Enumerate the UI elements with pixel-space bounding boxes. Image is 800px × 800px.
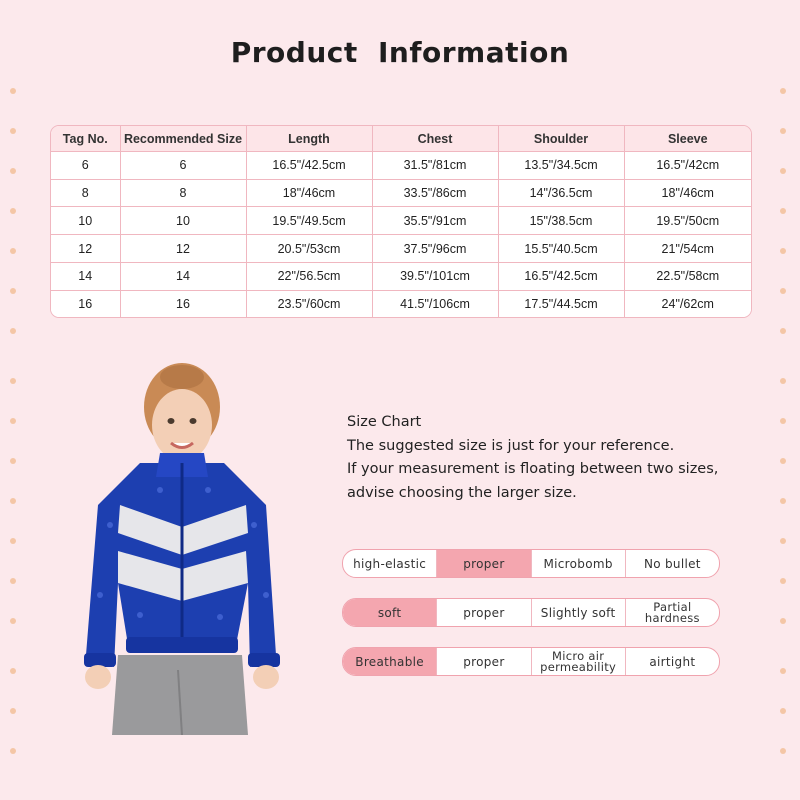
table-cell: 12 <box>51 235 120 263</box>
breathability-option-line: Micro air <box>551 648 605 663</box>
size-table <box>50 125 752 318</box>
table-cell: 21"/54cm <box>624 235 751 263</box>
elasticity-option: No bullet <box>625 550 719 577</box>
table-cell: 18"/46cm <box>246 179 372 207</box>
softness-scale <box>342 598 720 627</box>
table-cell: 16.5"/42.5cm <box>498 262 624 290</box>
table-cell: 17.5"/44.5cm <box>498 290 624 317</box>
table-cell: 10 <box>51 207 120 235</box>
notes-heading: Size Chart <box>347 414 422 430</box>
table-row <box>51 290 751 317</box>
table-row <box>51 262 751 290</box>
elasticity-scale <box>342 549 720 578</box>
table-cell: 20.5"/53cm <box>246 235 372 263</box>
breathability-option <box>531 648 625 675</box>
breathability-option-line: permeability <box>540 659 617 674</box>
header-tag-no: Tag No. <box>51 126 120 152</box>
header-length: Length <box>246 126 372 152</box>
table-row <box>51 179 751 207</box>
table-cell: 41.5"/106cm <box>372 290 498 317</box>
size-chart-notes <box>347 411 777 505</box>
table-row <box>51 207 751 235</box>
softness-option: proper <box>436 599 530 626</box>
table-cell: 19.5"/49.5cm <box>246 207 372 235</box>
table-cell: 22.5"/58cm <box>624 262 751 290</box>
table-cell: 13.5"/34.5cm <box>498 152 624 180</box>
table-cell: 14 <box>120 262 246 290</box>
elasticity-option-selected: proper <box>436 550 530 577</box>
softness-option-line: Partial <box>653 599 692 614</box>
softness-option-selected: soft <box>343 599 436 626</box>
page-title: Product Information <box>230 36 570 69</box>
table-cell: 14"/36.5cm <box>498 179 624 207</box>
table-cell: 19.5"/50cm <box>624 207 751 235</box>
table-cell: 39.5"/101cm <box>372 262 498 290</box>
header-sleeve: Sleeve <box>624 126 751 152</box>
softness-option: Slightly soft <box>531 599 625 626</box>
softness-option <box>625 599 719 626</box>
table-cell: 14 <box>51 262 120 290</box>
table-cell: 6 <box>51 152 120 180</box>
table-cell: 16 <box>120 290 246 317</box>
notes-line: The suggested size is just for your reference. <box>347 437 675 454</box>
header-chest: Chest <box>372 126 498 152</box>
table-header-row <box>51 126 751 152</box>
table-cell: 16.5"/42.5cm <box>246 152 372 180</box>
breathability-scale <box>342 647 720 676</box>
elasticity-option: high-elastic <box>353 556 427 571</box>
header-shoulder: Shoulder <box>498 126 624 152</box>
header-recommended-size: Recommended Size <box>120 126 246 152</box>
softness-option-line: hardness <box>644 610 700 625</box>
table-cell: 8 <box>51 179 120 207</box>
table-cell: 15"/38.5cm <box>498 207 624 235</box>
table-cell: 22"/56.5cm <box>246 262 372 290</box>
table-cell: 33.5"/86cm <box>372 179 498 207</box>
table-cell: 24"/62cm <box>624 290 751 317</box>
table-cell: 15.5"/40.5cm <box>498 235 624 263</box>
table-cell: 16.5"/42cm <box>624 152 751 180</box>
table-cell: 35.5"/91cm <box>372 207 498 235</box>
table-row <box>51 152 751 180</box>
elasticity-option: Microbomb <box>531 550 625 577</box>
breathability-option-selected: Breathable <box>343 648 436 675</box>
table-cell: 12 <box>120 235 246 263</box>
table-cell: 6 <box>120 152 246 180</box>
notes-line: advise choosing the larger size. <box>347 484 577 501</box>
table-cell: 10 <box>120 207 246 235</box>
breathability-option: proper <box>436 648 530 675</box>
table-cell: 37.5"/96cm <box>372 235 498 263</box>
table-row <box>51 235 751 263</box>
table-cell: 8 <box>120 179 246 207</box>
table-cell: 23.5"/60cm <box>246 290 372 317</box>
breathability-option: airtight <box>625 648 719 675</box>
notes-line: If your measurement is floating between two sizes, <box>347 461 719 477</box>
model-photo <box>70 355 290 735</box>
table-cell: 16 <box>51 290 120 317</box>
table-cell: 31.5"/81cm <box>372 152 498 180</box>
table-cell: 18"/46cm <box>624 179 751 207</box>
